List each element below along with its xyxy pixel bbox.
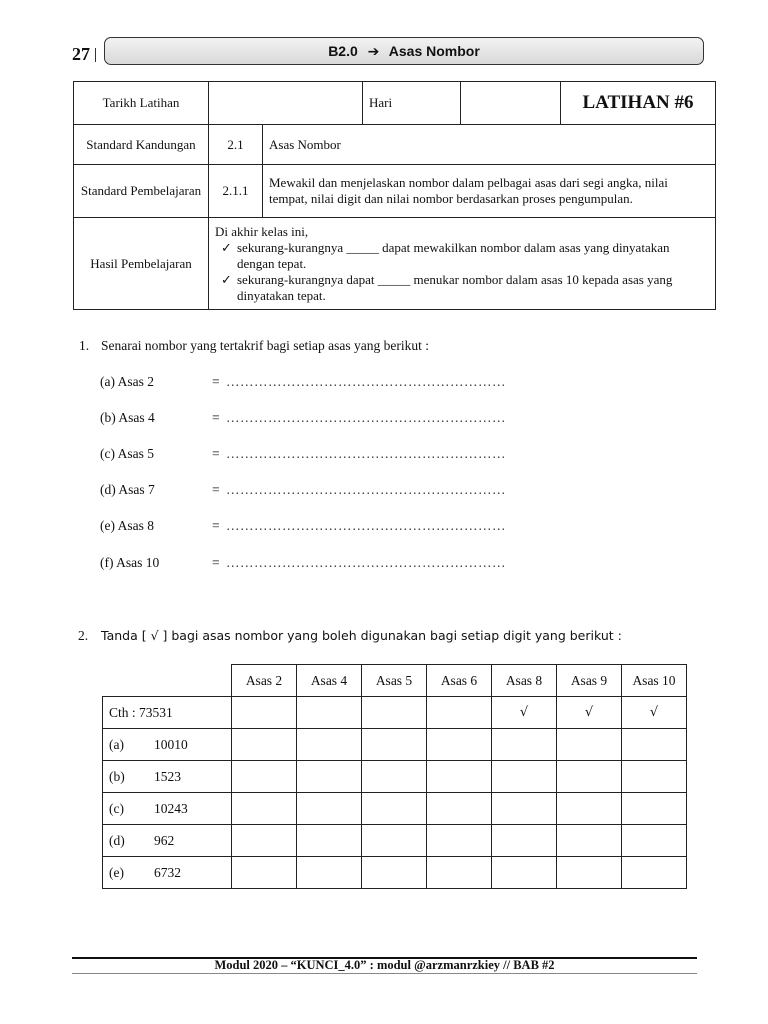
tick-cell[interactable] [232,761,297,793]
tick-cell[interactable] [362,825,427,857]
lesson-info-table [73,81,716,310]
tick-cell[interactable] [362,793,427,825]
tick-cell[interactable] [427,729,492,761]
chapter-topic: Asas Nombor [388,42,480,59]
chapter-title [328,43,480,60]
tick-cell[interactable] [232,857,297,889]
tick-cell[interactable] [297,697,362,729]
sk-label: Standard Kandungan [74,125,209,165]
sp-label: Standard Pembelajaran [74,165,209,218]
tick-cell[interactable] [362,729,427,761]
page-number: 27 [72,44,90,64]
row-letter: (e) [109,864,124,880]
q1-item-label: (f) Asas 10 [100,555,160,570]
equals-sign: = [212,555,220,570]
hp-label: Hasil Pembelajaran [74,218,209,310]
table-row [103,825,687,857]
equals-sign: = [212,446,220,461]
column-header: Asas 6 [427,665,492,697]
q1-item-label: (b) Asas 4 [100,410,155,425]
tick-cell[interactable]: √ [622,697,687,729]
row-digit: 6732 [154,864,181,880]
column-header: Asas 2 [232,665,297,697]
tick-cell[interactable] [427,825,492,857]
equals-sign: = [212,482,220,497]
latihan-title: LATIHAN #6 [561,82,716,125]
sk-text: Asas Nombor [263,125,716,165]
answer-line-d[interactable]: …………………………………………………… [226,482,506,497]
tick-cell[interactable] [622,793,687,825]
tick-cell[interactable] [492,857,557,889]
column-header: Asas 4 [297,665,362,697]
hari-label: Hari [363,82,461,125]
sp-code: 2.1.1 [209,165,263,218]
tick-cell[interactable] [297,793,362,825]
tick-cell[interactable] [557,729,622,761]
answer-line-e[interactable]: …………………………………………………… [226,518,506,533]
answer-line-f[interactable]: …………………………………………………… [226,555,506,570]
tarikh-field[interactable] [209,82,363,125]
chapter-banner [104,37,704,65]
row-digit: 962 [154,832,175,848]
answer-line-a[interactable]: …………………………………………………… [226,374,506,389]
footer-rule-bottom [72,973,697,974]
sk-code: 2.1 [209,125,263,165]
question-1-text: Senarai nombor yang tertakrif bagi setiap asas yang berikut : [101,338,430,353]
column-header: Asas 9 [557,665,622,697]
question-2-text: Tanda [ √ ] bagi asas nombor yang boleh digunakan bagi setiap digit yang berikut : [101,628,622,643]
hp-item-text: sekurang-kurangnya _____ dapat mewakilkan nombor dalam asas yang dinyatakan dengan tepat. [237,239,670,271]
row-label [103,857,232,889]
tick-cell[interactable] [557,825,622,857]
tick-cell[interactable] [622,857,687,889]
table-row [103,857,687,889]
base-digit-table [102,664,687,889]
question-2-number: 2. [78,628,89,643]
hp-content [209,218,716,310]
table-row [103,697,687,729]
tick-cell[interactable] [297,761,362,793]
row-letter: (c) [109,800,124,816]
tick-cell[interactable] [297,857,362,889]
q1-item-label: (e) Asas 8 [100,518,154,533]
list-item [215,240,709,272]
list-item [215,272,709,304]
hari-field[interactable] [461,82,561,125]
row-label [103,825,232,857]
tick-cell[interactable] [427,857,492,889]
table-row [103,729,687,761]
tick-cell[interactable] [492,761,557,793]
tick-cell[interactable] [622,761,687,793]
row-digit: 10010 [154,736,188,752]
tick-cell[interactable] [297,825,362,857]
tick-cell[interactable] [232,825,297,857]
tick-cell[interactable] [427,793,492,825]
answer-line-b[interactable]: …………………………………………………… [226,410,506,425]
answer-line-c[interactable]: …………………………………………………… [226,446,506,461]
row-letter: (a) [109,736,124,752]
table-row [103,793,687,825]
tarikh-label: Tarikh Latihan [74,82,209,125]
row-label [103,761,232,793]
tick-cell[interactable] [492,793,557,825]
tick-cell[interactable] [232,697,297,729]
column-header: Asas 5 [362,665,427,697]
chapter-code: B2.0 [328,42,358,59]
row-label [103,793,232,825]
row-letter: (d) [109,832,125,848]
q1-item-label: (d) Asas 7 [100,482,155,497]
row-digit: 10243 [154,800,188,816]
tick-cell[interactable] [492,729,557,761]
q1-item-label: (a) Asas 2 [100,374,154,389]
tick-cell[interactable] [362,857,427,889]
tick-cell[interactable]: √ [492,697,557,729]
tick-cell[interactable] [297,729,362,761]
tick-cell[interactable] [557,761,622,793]
table-corner [103,665,232,697]
equals-sign: = [212,518,220,533]
hp-intro: Di akhir kelas ini, [215,223,309,239]
checkmark-icon: ✓ [221,239,232,255]
question-1-number: 1. [79,338,90,353]
column-header: Asas 10 [622,665,687,697]
tick-cell[interactable] [622,729,687,761]
row-letter: (b) [109,768,125,784]
column-header: Asas 8 [492,665,557,697]
tick-cell[interactable] [557,793,622,825]
page-number-divider [95,48,96,62]
row-label [103,729,232,761]
tick-cell[interactable] [232,729,297,761]
tick-cell[interactable] [362,697,427,729]
tick-cell[interactable] [557,857,622,889]
row-digit: 1523 [154,768,181,784]
tick-cell[interactable] [427,697,492,729]
tick-cell[interactable]: √ [557,697,622,729]
hp-list [215,240,709,304]
tick-cell[interactable] [492,825,557,857]
sp-text: Mewakil dan menjelaskan nombor dalam pelbagai asas dari segi angka, nilai tempat, nilai digit dan nilai nombor berdasarkan proses pengumpulan. [263,165,716,218]
q1-item-label: (c) Asas 5 [100,446,154,461]
footer-text: Modul 2020 – “KUNCI_4.0” : modul @arzmanrzkiey // BAB #2 [214,958,555,972]
checkmark-icon: ✓ [221,271,232,287]
equals-sign: = [212,410,220,425]
hp-item-text: sekurang-kurangnya dapat _____ menukar nombor dalam asas 10 kepada asas yang dinyatakan tepat. [237,271,673,303]
equals-sign: = [212,374,220,389]
tick-cell[interactable] [427,761,492,793]
tick-cell[interactable] [622,825,687,857]
table-row [103,761,687,793]
tick-cell[interactable] [232,793,297,825]
arrow-right-icon: ➔ [367,42,380,59]
example-label: Cth : 73531 [103,697,232,729]
tick-cell[interactable] [362,761,427,793]
